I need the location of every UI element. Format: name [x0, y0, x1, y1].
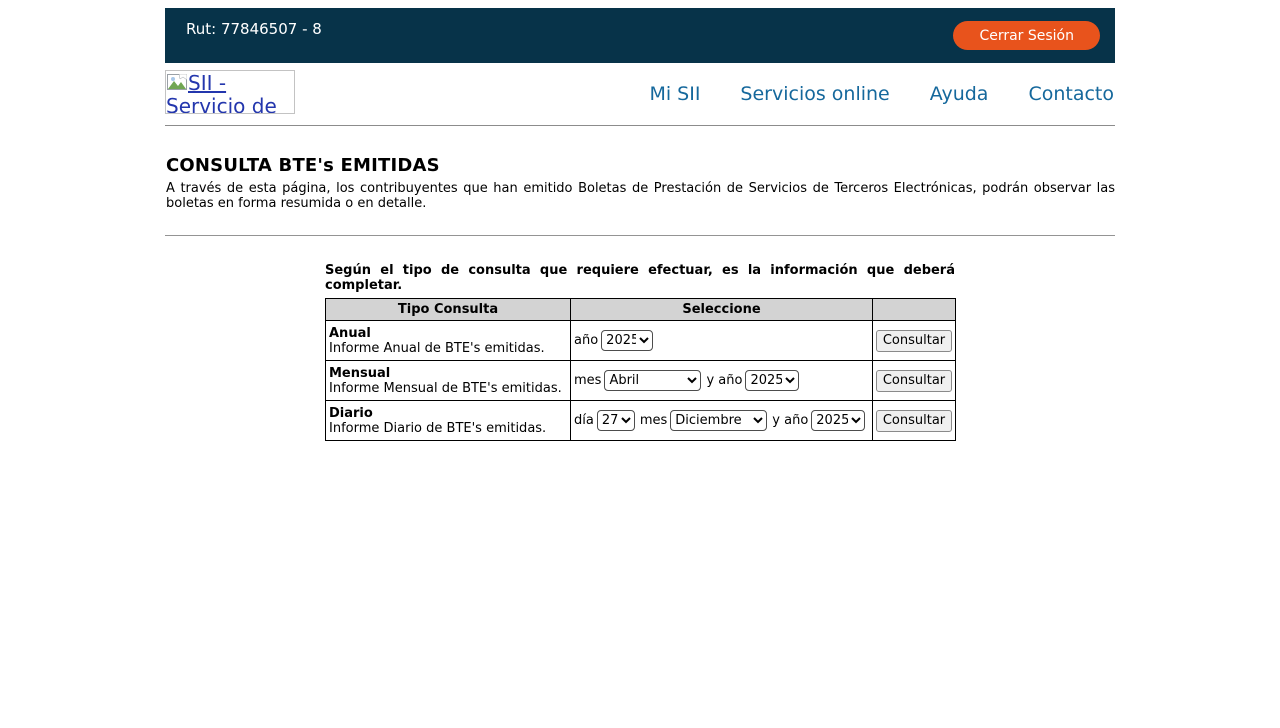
sii-logo-alt-text: SII - Servicio de	[166, 71, 277, 114]
table-header-row	[326, 299, 956, 321]
diario-type-label: Diario	[329, 405, 373, 421]
page-container	[165, 8, 1115, 441]
instruction-text: Según el tipo de consulta que requiere efectuar, es la información que deberá completar.	[325, 262, 955, 293]
diario-mes-label: mes	[639, 413, 668, 429]
header-tipo-consulta: Tipo Consulta	[326, 299, 571, 321]
mensual-consultar-button[interactable]: Consultar	[876, 370, 952, 392]
table-row-diario	[326, 401, 956, 441]
diario-dia-select[interactable]	[597, 410, 635, 431]
anual-select-cell	[571, 321, 873, 361]
mensual-ano-label: y año	[706, 373, 743, 389]
anual-ano-label: año	[574, 333, 599, 349]
diario-ano-label: y año	[772, 413, 809, 429]
mensual-mes-select[interactable]	[604, 370, 701, 391]
mensual-select-cell	[571, 361, 873, 401]
rut-label: Rut: 77846507 - 8	[186, 20, 322, 38]
diario-type-cell	[326, 401, 571, 441]
anual-type-description: Informe Anual de BTE's emitidas.	[329, 340, 545, 356]
broken-image-icon	[167, 72, 187, 95]
mensual-button-cell	[873, 361, 956, 401]
nav-servicios-online[interactable]: Servicios online	[740, 83, 890, 105]
anual-ano-select[interactable]	[601, 330, 653, 351]
anual-consultar-button[interactable]: Consultar	[876, 330, 952, 352]
mensual-type-cell	[326, 361, 571, 401]
page-description: A través de esta página, los contribuyentes que han emitido Boletas de Prestación de Servicios de Terceros Electrónicas, podrán observar las boletas en forma resumida o en detalle.	[166, 181, 1115, 212]
page-title: CONSULTA BTE's EMITIDAS	[166, 155, 440, 176]
mensual-type-description: Informe Mensual de BTE's emitidas.	[329, 380, 562, 396]
mensual-ano-select[interactable]	[745, 370, 799, 391]
sii-logo-link[interactable]	[165, 70, 295, 114]
diario-mes-select[interactable]	[670, 410, 767, 431]
nav-mi-sii[interactable]: Mi SII	[649, 83, 701, 105]
content-separator	[165, 235, 1115, 236]
header-row	[165, 70, 1115, 114]
diario-consultar-button[interactable]: Consultar	[876, 410, 952, 432]
diario-ano-select[interactable]	[811, 410, 865, 431]
header-action	[873, 299, 956, 321]
anual-type-cell	[326, 321, 571, 361]
logout-button[interactable]: Cerrar Sesión	[953, 21, 1100, 50]
consulta-table	[325, 298, 956, 441]
mensual-mes-label: mes	[574, 373, 602, 389]
table-row-mensual	[326, 361, 956, 401]
anual-type-label: Anual	[329, 325, 371, 341]
diario-select-cell	[571, 401, 873, 441]
nav-ayuda[interactable]: Ayuda	[929, 83, 989, 105]
anual-button-cell	[873, 321, 956, 361]
mensual-type-label: Mensual	[329, 365, 391, 381]
main-nav	[649, 83, 1115, 105]
diario-type-description: Informe Diario de BTE's emitidas.	[329, 420, 547, 436]
header-separator	[165, 125, 1115, 126]
diario-dia-label: día	[574, 413, 594, 429]
topbar	[165, 8, 1115, 63]
diario-button-cell	[873, 401, 956, 441]
table-row-anual	[326, 321, 956, 361]
nav-contacto[interactable]: Contacto	[1028, 83, 1114, 105]
header-seleccione: Seleccione	[571, 299, 873, 321]
